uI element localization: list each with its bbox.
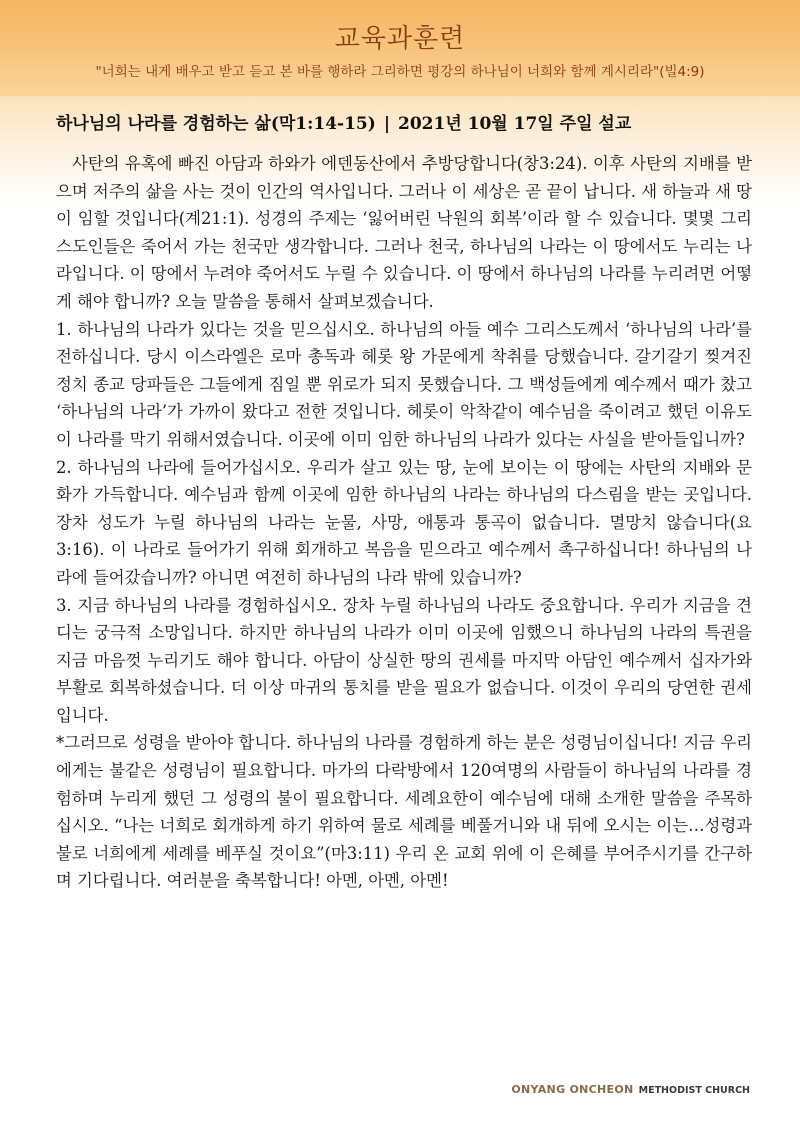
sermon-heading (56, 109, 756, 134)
footer-church-type: METHODIST CHURCH (638, 1085, 750, 1096)
page-title: 교육과훈련 (334, 24, 466, 54)
sermon-date: 2021년 10월 17일 주일 설교 (398, 114, 632, 134)
paragraph-point-2: 2. 하나님의 나라에 들어가십시오. 우리가 살고 있는 땅, 눈에 보이는 이 땅에는 사탄의 지배와 문화가 가득합니다. 예수님과 함께 이곳에 임한 하나님의 나라는 하나님의 다스림을 받는 곳입니다. 장차 성도가 누릴 하나님의 나라는 눈물, 사망, 애통과 통곡이 없습니다. 멸망치 않습니다(요3:16). 이 나라로 들어가기 위해 회개하고 복음을 믿으라고 예수께서 촉구하십니다! 하나님의 나라에 들어갔습니까? 아니면 여전히 하나님의 나라 밖에 있습니까? (56, 457, 752, 587)
paragraph-conclusion: *그러므로 성령을 받아야 합니다. 하나님의 나라를 경험하게 하는 분은 성령님이십니다! 지금 우리에게는 불같은 성령님이 필요합니다. 마가의 다락방에서 120여명의 사람들이 하나님의 나라를 경험하며 누리게 했던 그 성령의 불이 필요합니다. 세례요한이 예수님에 대해 소개한 말씀을 주목하십시오. “나는 너희로 회개하게 하기 위하여 물로 세례를 베풀거니와 내 뒤에 오시는 이는…성령과 불로 너희에게 세례를 베푸실 것이요”(마3:11) 우리 온 교회 위에 이 은혜를 부어주시기를 간구하며 기다립니다. 여러분을 축복합니다! 아멘, 아멘, 아멘! (56, 733, 752, 891)
paragraph-point-1: 1. 하나님의 나라가 있다는 것을 믿으십시오. 하나님의 아들 예수 그리스도께서 ‘하나님의 나라’를 전하십니다. 당시 이스라엘은 로마 총독과 헤롯 왕 가문에게 착취를 당했습니다. 갈기갈기 찢겨진 정치 종교 당파들은 그들에게 짐일 뿐 위로가 되지 못했습니다. 그 백성들에게 예수께서 때가 찼고 ‘하나님의 나라’가 가까이 왔다고 전한 것입니다. 헤롯이 악착같이 예수님을 죽이려고 했던 이유도 이 나라를 막기 위해서였습니다. 이곳에 이미 임한 하나님의 나라가 있다는 사실을 받아들입니까? (56, 319, 752, 449)
paragraph-point-3: 3. 지금 하나님의 나라를 경험하십시오. 장차 누릴 하나님의 나라도 중요합니다. 우리가 지금을 견디는 궁극적 소망입니다. 하지만 하나님의 나라가 이미 이곳에 임했으니 하나님의 나라의 특권을 지금 마음껏 누리기도 해야 합니다. 아담이 상실한 땅의 권세를 마지막 아담인 예수께서 십자가와 부활로 회복하셨습니다. 더 이상 마귀의 통치를 받을 필요가 없습니다. 이것이 우리의 당연한 권세입니다. (56, 595, 752, 725)
footer-church-name: ONYANG ONCHEON (511, 1083, 634, 1096)
footer-church-logo (511, 1078, 750, 1097)
header-verse: "너희는 내게 배우고 받고 듣고 본 바를 행하라 그리하면 평강의 하나님이 너희와 함께 계시리라"(빌4:9) (95, 64, 705, 80)
sermon-title: 하나님의 나라를 경험하는 삶(막1:14-15) (56, 114, 376, 134)
paragraph-intro: 사탄의 유혹에 빠진 아담과 하와가 에덴동산에서 추방당합니다(창3:24). 이후 사탄의 지배를 받으며 저주의 삶을 사는 것이 인간의 역사입니다. 그러나 이 세상은 곧 끝이 납니다. 새 하늘과 새 땅이 임할 것입니다(계21:1). 성경의 주제는 ‘잃어버린 낙원의 회복’이라 할 수 있습니다. 몇몇 그리스도인들은 죽어서 가는 천국만 생각합니다. 그러나 천국, 하나님의 나라는 이 땅에서도 누리는 나라입니다. 이 땅에서 누려야 죽어서도 누릴 수 있습니다. 이 땅에서 하나님의 나라를 누리려면 어떻게 해야 합니까? 오늘 말씀을 통해서 살펴보겠습니다. (56, 154, 752, 311)
sermon-body (56, 150, 752, 895)
heading-separator: | (383, 114, 390, 134)
header-banner (0, 0, 800, 96)
